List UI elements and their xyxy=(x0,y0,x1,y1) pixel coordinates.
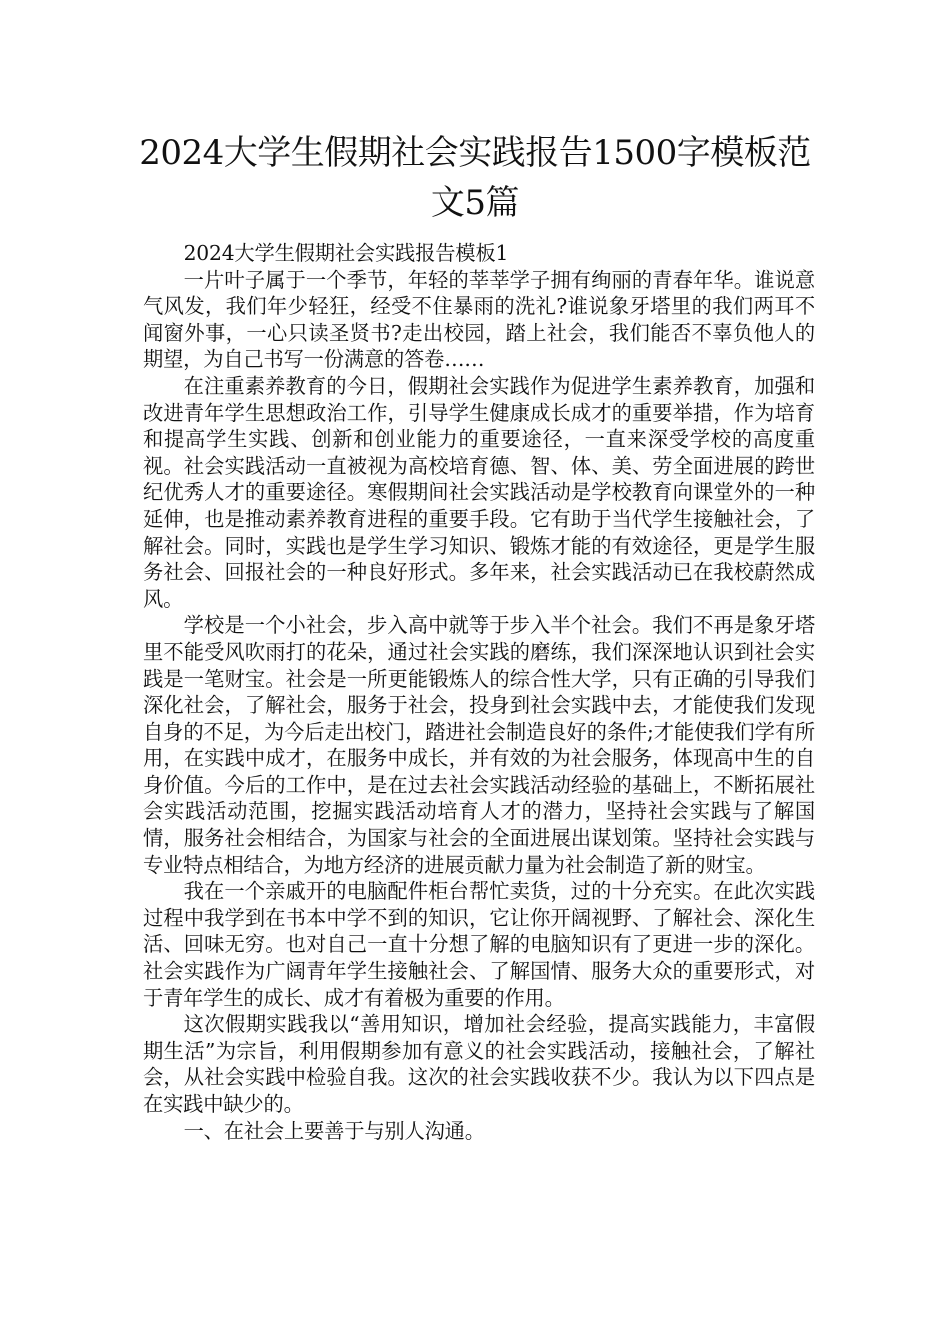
body-paragraph: 在注重素养教育的今日，假期社会实践作为促进学生素养教育，加强和改进青年学生思想政治工作，引导学生健康成长成才的重要举措，作为培育和提高学生实践、创新和创业能力的重要途径，一直来深受学校的高度重视。社会实践活动一直被视为高校培育德、智、体、美、劳全面进展的跨世纪优秀人才的重要途径。寒假期间社会实践活动是学校教育向课堂外的一种延伸，也是推动素养教育进程的重要手段。它有助于当代学生接触社会，了解社会。同时，实践也是学生学习知识、锻炼才能的有效途径，更是学生服务社会、回报社会的一种良好形式。多年来，社会实践活动已在我校蔚然成风。 xyxy=(143,373,815,611)
body-paragraph: 一、在社会上要善于与别人沟通。 xyxy=(183,1118,485,1143)
body-paragraph: 我在一个亲戚开的电脑配件柜台帮忙卖货，过的十分充实。在此次实践过程中我学到在书本中学不到的知识，它让你开阔视野、了解社会、深化生活、回味无穷。也对自己一直十分想了解的电脑知识有了更进一步的深化。社会实践作为广阔青年学生接触社会、了解国情、服务大众的重要形式，对于青年学生的成长、成才有着极为重要的作用。 xyxy=(143,879,815,1010)
body-paragraph: 学校是一个小社会，步入高中就等于步入半个社会。我们不再是象牙塔里不能受风吹雨打的花朵，通过社会实践的磨练，我们深深地认识到社会实践是一笔财宝。社会是一所更能锻炼人的综合性大学，只有正确的引导我们深化社会，了解社会，服务于社会，投身到社会实践中去，才能使我们发现自身的不足，为今后走出校门，踏进社会制造良好的条件;才能使我们学有所用，在实践中成才，在服务中成长，并有效的为社会服务，体现高中生的自身价值。今后的工作中，是在过去社会实践活动经验的基础上，不断拓展社会实践活动范围，挖掘实践活动培育人才的潜力，坚持社会实践与了解国情，服务社会相结合，为国家与社会的全面进展出谋划策。坚持社会实践与专业特点相结合，为地方经济的进展贡献力量为社会制造了新的财宝。 xyxy=(143,613,815,877)
document-body xyxy=(143,240,815,1144)
document-title: 2024大学生假期社会实践报告1500字模板范文5篇 xyxy=(139,133,811,223)
body-paragraph: 一片叶子属于一个季节，年轻的莘莘学子拥有绚丽的青春年华。谁说意气风发，我们年少轻狂，经受不住暴雨的洗礼?谁说象牙塔里的我们两耳不闻窗外事，一心只读圣贤书?走出校园，踏上社会，我们能否不辜负他人的期望，为自己书写一份满意的答卷…… xyxy=(143,267,815,372)
body-paragraph: 这次假期实践我以“善用知识，增加社会经验，提高实践能力，丰富假期生活”为宗旨，利用假期参加有意义的社会实践活动，接触社会，了解社会，从社会实践中检验自我。这次的社会实践收获不少。我认为以下四点是在实践中缺少的。 xyxy=(143,1012,815,1116)
section-heading: 2024大学生假期社会实践报告模板1 xyxy=(183,241,509,265)
